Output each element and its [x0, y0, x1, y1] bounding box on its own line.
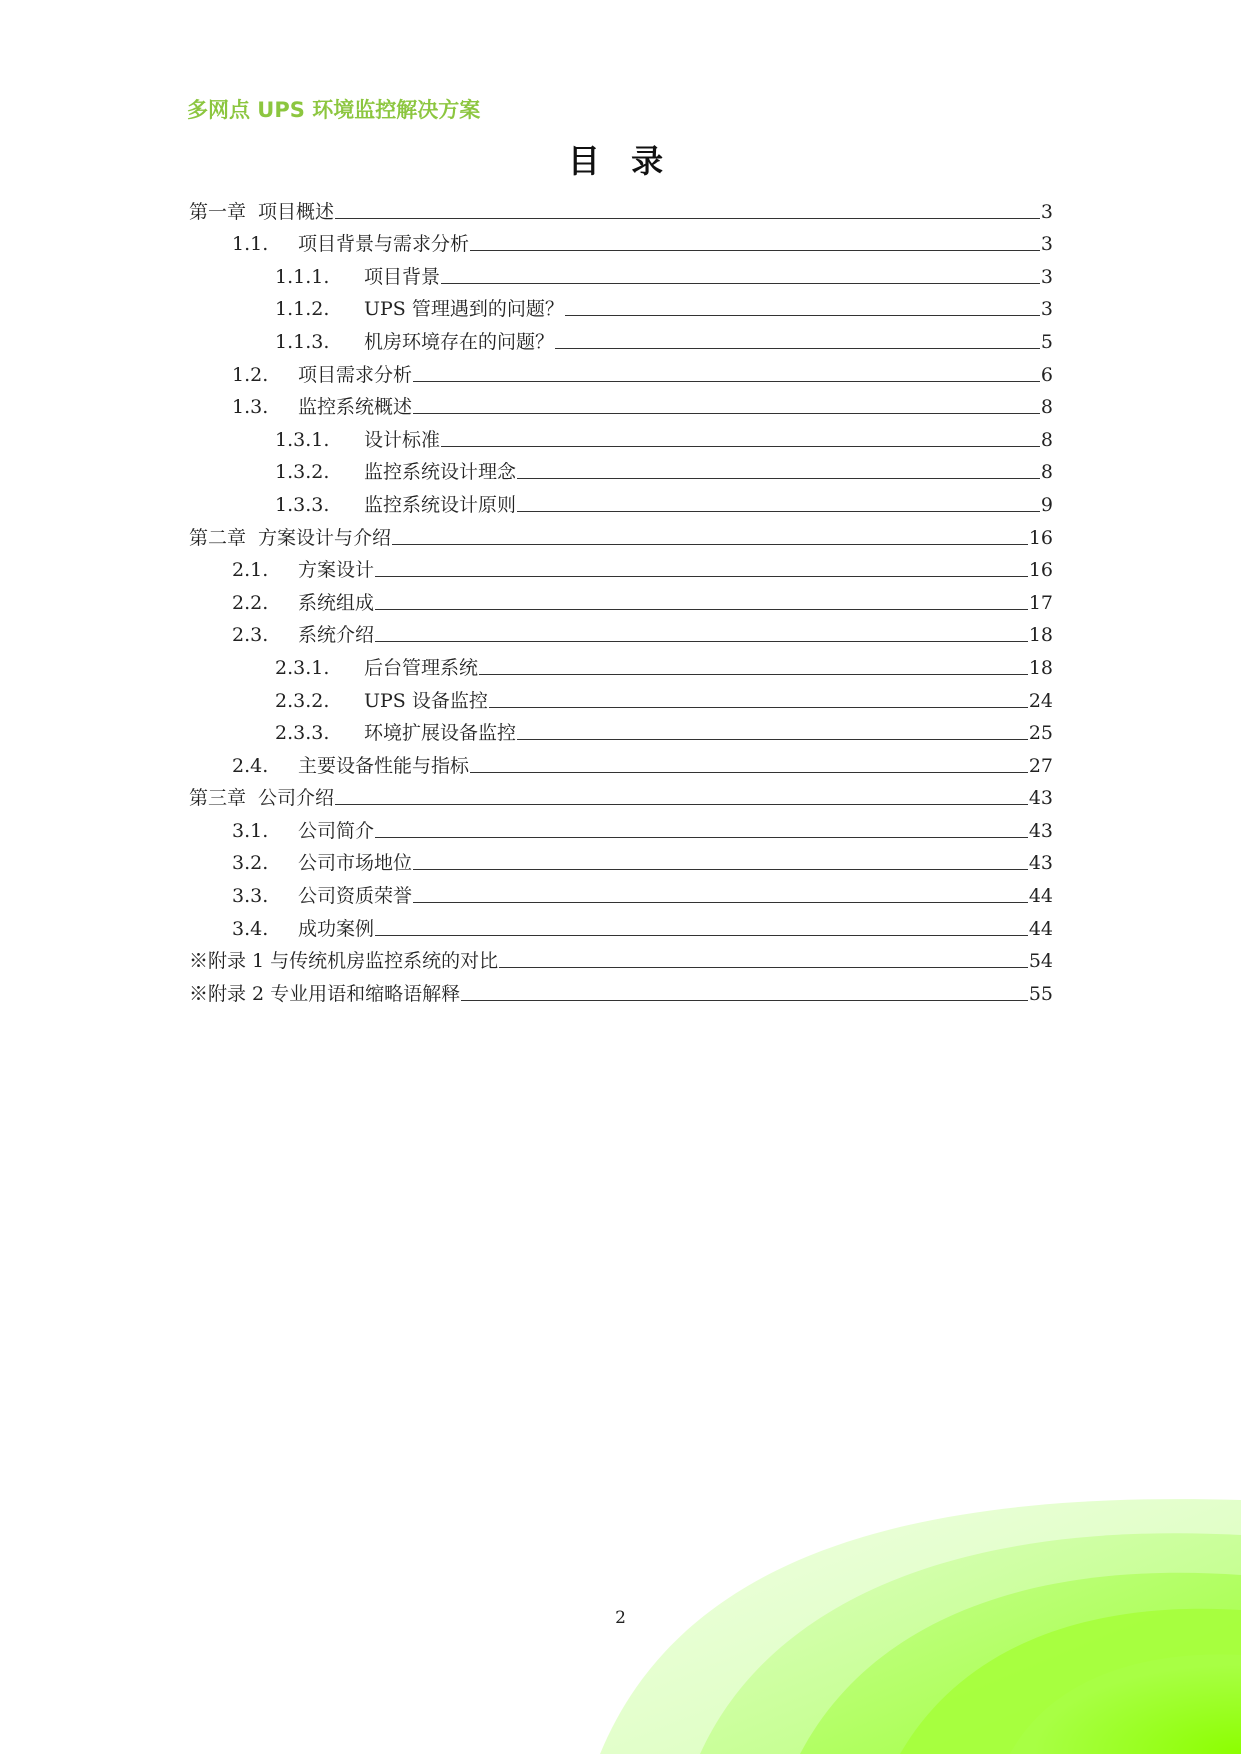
toc-entry-label: 环境扩展设备监控	[364, 722, 517, 745]
toc-entry-number: 3.4.	[232, 917, 269, 940]
toc-entry-label: 成功案例	[298, 917, 375, 940]
toc-entry-number: 1.3.	[232, 396, 269, 419]
toc-entry[interactable]	[189, 255, 1053, 288]
toc-entry-label: 监控系统设计理念	[364, 461, 517, 484]
toc-entry[interactable]	[189, 646, 1053, 679]
toc-entry-page: 8	[1040, 396, 1053, 419]
toc-entry-number: 2.1.	[232, 559, 269, 582]
toc-entry-label: 监控系统设计原则	[364, 493, 517, 516]
toc-entry-label: 项目背景	[364, 265, 441, 288]
toc-entry-page: 8	[1040, 461, 1053, 484]
toc-entry-number: 1.2.	[232, 363, 269, 386]
toc-leader-line	[335, 217, 1040, 219]
toc-entry[interactable]	[189, 483, 1053, 516]
toc-entry-number: 1.1.1.	[275, 265, 330, 288]
toc-entry-label: 系统组成	[298, 591, 375, 614]
toc-entry-number: 2.3.	[232, 624, 269, 647]
toc-entry-label: 方案设计与介绍	[258, 526, 392, 549]
toc-entry-number: 1.3.1.	[275, 428, 330, 451]
toc-entry-number: 3.2.	[232, 852, 269, 875]
toc-entry-page: 3	[1040, 233, 1053, 256]
toc-entry-page: 43	[1028, 787, 1053, 810]
toc-leader-line	[517, 738, 1028, 740]
toc-entry[interactable]	[189, 190, 1053, 223]
toc-entry-label: 方案设计	[298, 559, 375, 582]
toc-entry-number: 第一章	[189, 200, 247, 223]
toc-leader-line	[441, 445, 1040, 447]
toc-entry-page: 18	[1028, 656, 1053, 679]
toc-leader-line	[375, 934, 1028, 936]
toc-entry-number: 2.3.1.	[275, 656, 330, 679]
toc-entry-label: 设计标准	[364, 428, 441, 451]
toc-entry[interactable]	[189, 223, 1053, 256]
toc-entry[interactable]	[189, 288, 1053, 321]
toc-leader-line	[335, 803, 1028, 805]
toc-entry-label: 项目需求分析	[298, 363, 413, 386]
document-header-title: 多网点 UPS 环境监控解决方案	[187, 98, 481, 122]
toc-entry-page: 9	[1040, 493, 1053, 516]
toc-leader-line	[489, 706, 1028, 708]
toc-entry-label: ※附录 2 专业用语和缩略语解释	[189, 982, 461, 1005]
toc-entry-page: 24	[1028, 689, 1053, 712]
toc-entry-label: 系统介绍	[298, 624, 375, 647]
toc-entry-page: 5	[1040, 330, 1053, 353]
toc-entry-number: 2.4.	[232, 754, 269, 777]
toc-entry[interactable]	[189, 386, 1053, 419]
toc-entry[interactable]	[189, 972, 1053, 1005]
toc-entry-page: 16	[1028, 559, 1053, 582]
toc-entry[interactable]	[189, 940, 1053, 973]
toc-entry-page: 44	[1028, 917, 1053, 940]
toc-entry[interactable]	[189, 809, 1053, 842]
toc-entry[interactable]	[189, 842, 1053, 875]
toc-leader-line	[392, 543, 1028, 545]
toc-entry[interactable]	[189, 516, 1053, 549]
toc-entry-label: UPS 设备监控	[364, 689, 488, 712]
toc-entry-label: ※附录 1 与传统机房监控系统的对比	[189, 950, 499, 973]
toc-entry[interactable]	[189, 320, 1053, 353]
toc-entry-page: 8	[1040, 428, 1053, 451]
toc-entry-page: 6	[1040, 363, 1053, 386]
toc-entry-number: 2.3.3.	[275, 722, 330, 745]
toc-entry-number: 第二章	[189, 526, 247, 549]
toc-entry-number: 1.1.3.	[275, 330, 330, 353]
toc-leader-line	[517, 477, 1040, 479]
toc-entry-page: 3	[1040, 298, 1053, 321]
toc-entry-number: 1.3.3.	[275, 493, 330, 516]
toc-entry-label: 监控系统概述	[298, 396, 413, 419]
toc-entry-page: 25	[1028, 722, 1053, 745]
toc-leader-line	[470, 249, 1040, 251]
toc-leader-line	[375, 575, 1028, 577]
toc-entry-page: 43	[1028, 819, 1053, 842]
toc-entry-page: 3	[1040, 265, 1053, 288]
toc-entry-number: 1.1.2.	[275, 298, 330, 321]
toc-leader-line	[413, 901, 1028, 903]
toc-entry-page: 44	[1028, 885, 1053, 908]
toc-leader-line	[413, 868, 1028, 870]
toc-entry[interactable]	[189, 777, 1053, 810]
toc-entry[interactable]	[189, 614, 1053, 647]
toc-leader-line	[461, 999, 1028, 1001]
toc-entry-page: 18	[1028, 624, 1053, 647]
toc-entry[interactable]	[189, 418, 1053, 451]
toc-leader-line	[375, 608, 1028, 610]
toc-entry-number: 1.3.2.	[275, 461, 330, 484]
toc-entry[interactable]	[189, 907, 1053, 940]
toc-leader-line	[413, 412, 1040, 414]
toc-entry-number: 3.1.	[232, 819, 269, 842]
toc-entry-number: 3.3.	[232, 885, 269, 908]
toc-entry-label: 公司市场地位	[298, 852, 413, 875]
table-of-contents	[189, 190, 1053, 1005]
toc-leader-line	[470, 771, 1028, 773]
toc-entry-label: UPS 管理遇到的问题？	[364, 298, 564, 321]
toc-heading: 目 录	[567, 142, 674, 180]
toc-entry[interactable]	[189, 679, 1053, 712]
toc-entry[interactable]	[189, 874, 1053, 907]
toc-leader-line	[441, 282, 1040, 284]
toc-entry-page: 54	[1028, 950, 1053, 973]
toc-entry-number: 1.1.	[232, 233, 269, 256]
toc-entry-page: 43	[1028, 852, 1053, 875]
toc-leader-line	[479, 673, 1028, 675]
toc-entry-page: 55	[1028, 982, 1053, 1005]
toc-entry[interactable]	[189, 451, 1053, 484]
page-number: 2	[615, 1608, 626, 1628]
toc-entry-label: 公司资质荣誉	[298, 885, 413, 908]
toc-entry[interactable]	[189, 549, 1053, 582]
toc-entry-page: 27	[1028, 754, 1053, 777]
toc-entry-number: 第三章	[189, 787, 247, 810]
toc-leader-line	[565, 314, 1040, 316]
toc-entry[interactable]	[189, 744, 1053, 777]
toc-entry[interactable]	[189, 712, 1053, 745]
toc-leader-line	[413, 380, 1040, 382]
toc-entry-page: 3	[1040, 200, 1053, 223]
toc-entry-label: 后台管理系统	[364, 656, 479, 679]
toc-entry-label: 机房环境存在的问题？	[364, 330, 555, 353]
toc-entry-label: 公司介绍	[258, 787, 335, 810]
toc-entry[interactable]	[189, 353, 1053, 386]
toc-entry[interactable]	[189, 581, 1053, 614]
toc-leader-line	[555, 347, 1040, 349]
toc-leader-line	[375, 836, 1028, 838]
toc-entry-page: 17	[1028, 591, 1053, 614]
toc-leader-line	[499, 966, 1028, 968]
toc-entry-label: 主要设备性能与指标	[298, 754, 470, 777]
toc-entry-label: 项目背景与需求分析	[298, 233, 470, 256]
toc-entry-label: 项目概述	[258, 200, 335, 223]
toc-leader-line	[375, 640, 1028, 642]
toc-leader-line	[517, 510, 1040, 512]
toc-entry-number: 2.2.	[232, 591, 269, 614]
toc-entry-label: 公司简介	[298, 819, 375, 842]
toc-entry-number: 2.3.2.	[275, 689, 330, 712]
toc-entry-page: 16	[1028, 526, 1053, 549]
